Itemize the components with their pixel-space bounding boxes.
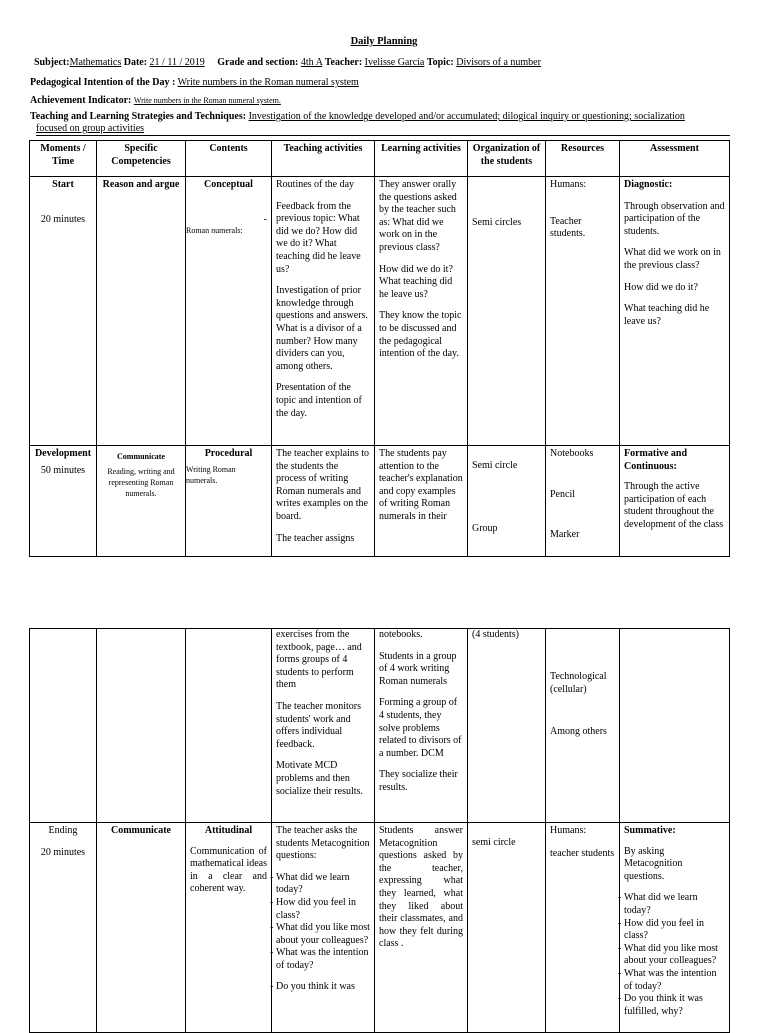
development-teaching-2: The teacher assigns — [276, 532, 355, 544]
grade-label: Grade and section: — [217, 57, 299, 68]
start-assessment-3: How did we do it? — [624, 281, 698, 293]
start-resources-1: Humans: — [550, 179, 587, 190]
ending-teaching-q3: - What did you like most about your colleagues? — [276, 922, 370, 947]
ending-content-text: Communication of mathematical ideas in a clear and coherent way. — [190, 845, 267, 895]
start-learning-1: They answer orally the questions asked by the teacher such as: What did we work on in the previous class? — [379, 179, 457, 253]
start-assessment-title: Diagnostic: — [624, 179, 673, 190]
ending-time: 20 minutes — [40, 846, 86, 858]
indicator-line — [30, 95, 730, 107]
ending-assessment-q5: - Do you think it was fulfilled, why? — [624, 993, 725, 1018]
development-assessment-title: Formative and Continuous: — [624, 448, 688, 472]
development-competency-title: Communicate — [117, 452, 165, 461]
start-time: 20 minutes — [40, 213, 86, 225]
cont-organization: (4 students) — [472, 629, 519, 640]
cont-teaching-3: Motivate MCD problems and then socialize their results. — [276, 760, 363, 797]
col-moments: Moments / Time — [30, 141, 97, 177]
subject-value: Mathematics — [69, 57, 122, 68]
development-resources-1: Notebooks — [550, 448, 594, 459]
intention-value: Write numbers in the Roman numeral system — [177, 77, 359, 88]
cont-resources-2: Among others — [550, 726, 607, 738]
development-resources-2: Pencil — [550, 488, 575, 500]
topic-value: Divisors of a number — [456, 57, 541, 68]
ending-teaching-q5: - Do you think it was — [276, 981, 370, 994]
development-resources-3: Marker — [550, 529, 580, 541]
page-title: Daily Planning — [350, 36, 418, 47]
start-assessment-1: Through observation and participation of the students. — [624, 200, 725, 237]
col-contents: Contents — [186, 141, 272, 177]
development-assessment: Through the active participation of each student throughout the development of the class — [624, 481, 724, 530]
ending-assessment-q2: - How did you feel in class? — [624, 918, 725, 943]
subject-label: Subject: — [34, 57, 70, 68]
grade-value: 4th A — [300, 57, 323, 68]
strategies-value-2: focused on group activities — [36, 123, 145, 134]
ending-assessment-q1: - What did we learn today? — [624, 892, 725, 917]
start-resources-2: Teacher students. — [550, 215, 586, 240]
cont-teaching-1: exercises from the textbook, page… and forms groups of 4 students to perform them — [276, 629, 362, 691]
ending-assessment-intro: By asking Metacognition questions. — [624, 845, 683, 882]
ending-resources-1: Humans: — [550, 825, 587, 836]
col-competencies: Specific Competencies — [97, 141, 186, 177]
ending-teaching-q4: - What was the intention of today? — [276, 947, 370, 972]
ending-row — [30, 823, 730, 1033]
development-row — [30, 446, 730, 557]
date-label: Date: — [123, 57, 148, 68]
start-row — [30, 177, 730, 446]
ending-teaching-q2: - How did you feel in class? — [276, 897, 370, 922]
strategies-line — [30, 111, 730, 123]
intention-line — [30, 77, 730, 89]
development-learning: The students pay attention to the teacher's explanation and copy examples of writing Roman numerals in their — [375, 446, 468, 557]
strategies-value-1: Investigation of the knowledge developed and/or accumulated; dilogical inquiry or questioning; socialization — [248, 111, 685, 122]
start-content-dash: - — [263, 213, 267, 225]
planning-table-page-2 — [29, 628, 730, 1033]
start-teaching-4: Presentation of the topic and intention of the day. — [276, 382, 362, 419]
ending-assessment-q3: - What did you like most about your colleagues? — [624, 943, 725, 968]
development-time: 50 minutes — [40, 464, 86, 476]
ending-moment: Ending — [48, 825, 78, 836]
col-learning: Learning activities — [375, 141, 468, 177]
strategies-label: Teaching and Learning Strategies and Techniques: — [30, 111, 247, 122]
col-resources: Resources — [546, 141, 620, 177]
ending-content-title: Attitudinal — [204, 825, 253, 836]
ending-assessment-q4: - What was the intention of today? — [624, 968, 725, 993]
start-assessment-4: What teaching did he leave us? — [624, 303, 710, 327]
ending-teaching-intro: The teacher asks the students Metacognition questions: — [276, 825, 370, 862]
teacher-value: Ivelisse García — [364, 57, 425, 68]
col-teaching: Teaching activities — [272, 141, 375, 177]
intention-label: Pedagogical Intention of the Day : — [30, 77, 176, 88]
ending-teaching-q1: - What did we learn today? — [276, 872, 370, 897]
continuation-row — [30, 629, 730, 823]
col-assessment: Assessment — [620, 141, 730, 177]
start-teaching-3: Investigation of prior knowledge through questions and answers. What is a divisor of a number? How many dividers can you, among others. — [276, 285, 368, 372]
planning-table-page-1 — [29, 140, 730, 557]
start-content-title: Conceptual — [204, 179, 253, 190]
start-learning-2: How did we do it? What teaching did he leave us? — [379, 263, 453, 300]
date-value: 21 / 11 / 2019 — [149, 57, 205, 68]
development-teaching-1: The teacher explains to the students the process of writing Roman numerals and writes examples on the board. — [276, 448, 370, 522]
development-moment: Development — [34, 448, 92, 459]
cont-resources-1: Technological (cellular) — [550, 671, 607, 695]
development-content-title: Procedural — [204, 448, 253, 459]
start-moment: Start — [52, 179, 74, 190]
start-teaching-2: Feedback from the previous topic: What did we do? How did we do it? What teaching did he leave us? — [276, 200, 361, 275]
header-rule — [36, 135, 730, 136]
ending-resources-2: teacher students — [550, 847, 615, 859]
start-content-text: Roman numerals: — [186, 226, 243, 236]
ending-teaching-questions — [276, 872, 370, 993]
cont-teaching-2: The teacher monitors students' work and offers individual feedback. — [276, 700, 361, 750]
indicator-value: Write numbers in the Roman numeral system. — [133, 96, 281, 105]
topic-label: Topic: — [426, 57, 454, 68]
start-competency: Reason and argue — [97, 177, 186, 446]
col-organization: Organization of the students — [468, 141, 546, 177]
start-organization: Semi circles — [472, 217, 522, 228]
column-header-row — [30, 141, 730, 177]
cont-learning-4: They socialize their results. — [379, 769, 458, 793]
cont-learning-3: Forming a group of 4 students, they solve problems related to divisors of a number. DCM — [379, 697, 462, 759]
start-learning-3: They know the topic to be discussed and the pedagogical intention of the day. — [379, 310, 462, 360]
development-organization-2: Group — [472, 522, 498, 534]
development-content-text: Writing Roman numerals. — [186, 464, 236, 485]
ending-competency: Communicate — [97, 823, 186, 1033]
teacher-label: Teacher: — [324, 57, 363, 68]
cont-learning-2: Students in a group of 4 work writing Roman numerals — [379, 650, 457, 687]
ending-organization: semi circle — [472, 837, 516, 848]
start-assessment-2: What did we work on in the previous class? — [624, 247, 721, 271]
ending-assessment-questions — [624, 892, 725, 1018]
development-organization-1: Semi circle — [472, 460, 518, 471]
ending-learning: Students answer Metacognition questions asked by the teacher, expressing what they learned, what they liked about their classmates, and how they felt during class . — [375, 823, 468, 1033]
subject-line — [34, 57, 734, 69]
start-teaching-1: Routines of the day — [276, 179, 355, 190]
indicator-label: Achievement Indicator: — [30, 95, 132, 106]
cont-learning-1: notebooks. — [379, 629, 423, 640]
ending-assessment-title: Summative: — [624, 825, 676, 836]
development-competency-text: Reading, writing and representing Roman numerals. — [107, 467, 175, 498]
